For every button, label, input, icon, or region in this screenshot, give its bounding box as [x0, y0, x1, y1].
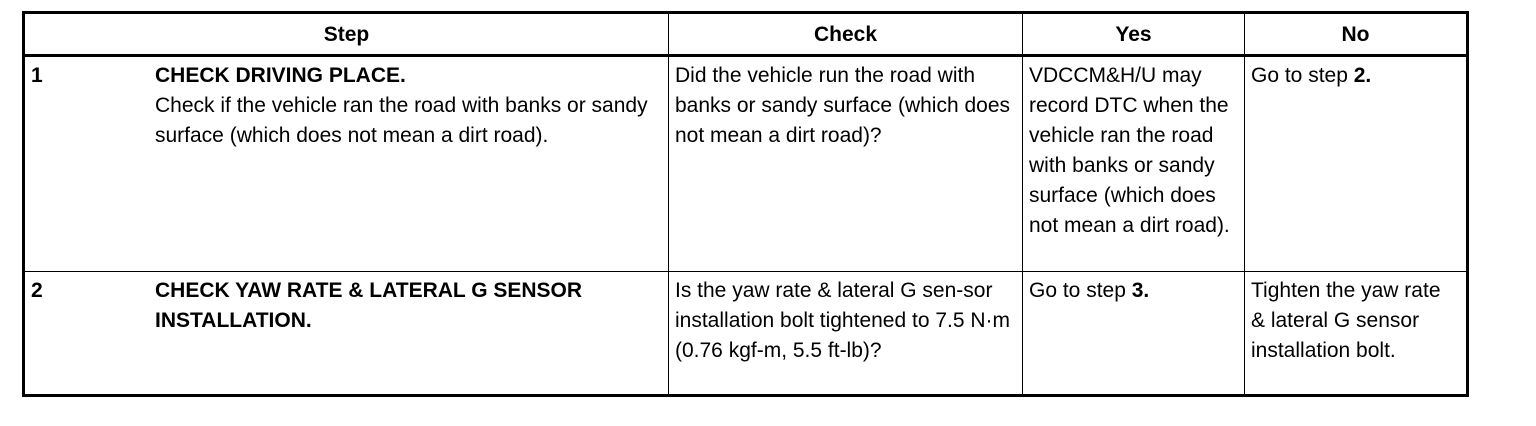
yes-cell: VDCCM&H/U may record DTC when the vehicle ran the road with banks or sandy surface (which does not mean a dirt road).	[1023, 56, 1245, 272]
header-check: Check	[669, 13, 1023, 56]
header-yes: Yes	[1023, 13, 1245, 56]
step-cell	[24, 56, 669, 272]
no-text: Go to step	[1251, 64, 1354, 87]
step-cell	[24, 272, 669, 396]
diagnostic-table	[22, 11, 1469, 397]
no-cell: Tighten the yaw rate & lateral G sensor installation bolt.	[1245, 272, 1468, 396]
yes-cell	[1023, 272, 1245, 396]
yes-step-ref: 3.	[1131, 279, 1150, 302]
step-description: Check if the vehicle ran the road with banks or sandy surface (which does not mean a dirt road).	[155, 94, 648, 147]
check-cell: Did the vehicle run the road with banks or sandy surface (which does not mean a dirt road)?	[669, 56, 1023, 272]
header-step: Step	[24, 13, 669, 56]
no-step-ref: 2.	[1353, 64, 1372, 87]
table-row	[24, 56, 1468, 272]
yes-text: Go to step	[1029, 279, 1132, 302]
step-title: CHECK DRIVING PLACE.	[155, 64, 406, 87]
step-number: 1	[31, 64, 43, 87]
table-row	[24, 272, 1468, 396]
table-header-row	[24, 13, 1468, 56]
diagnostic-table-container	[22, 11, 1466, 397]
no-cell	[1245, 56, 1468, 272]
step-number: 2	[31, 279, 43, 302]
header-no: No	[1245, 13, 1468, 56]
step-title: CHECK YAW RATE & LATERAL G SENSOR INSTALLATION.	[155, 279, 583, 332]
check-cell: Is the yaw rate & lateral G sen-sor installation bolt tightened to 7.5 N·m (0.76 kgf-m, 5.5 ft-lb)?	[669, 272, 1023, 396]
